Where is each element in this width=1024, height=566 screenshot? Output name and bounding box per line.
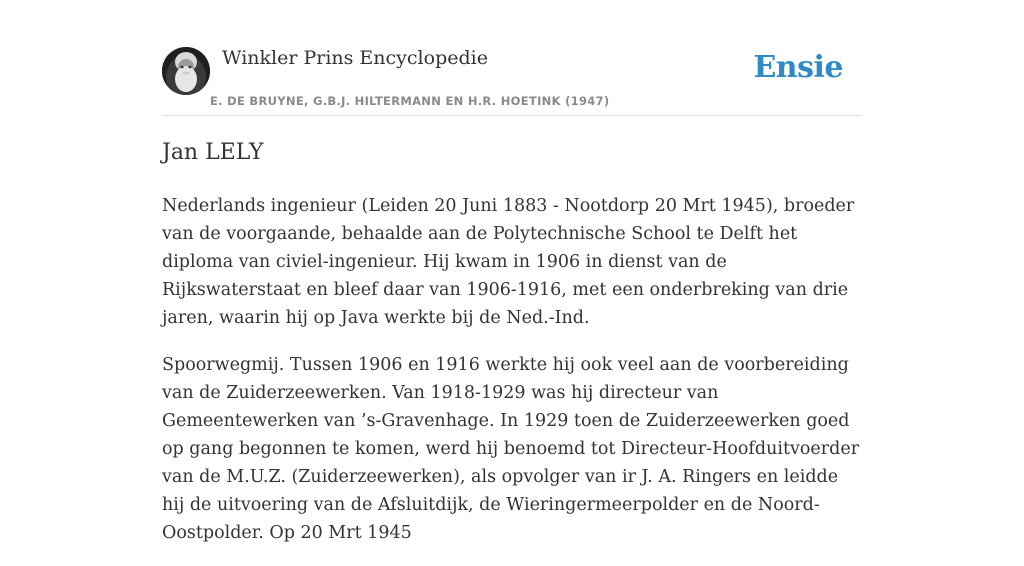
source-title[interactable]: Winkler Prins Encyclopedie [222,47,488,69]
bearded-man-portrait-icon[interactable] [162,47,210,95]
article-paragraph: Spoorwegmij. Tussen 1906 en 1916 werkte hij ook veel aan de voorbereiding van de Zuiderzeewerken. Van 1918-1929 was hij directeur van Gemeentewerken van ’s-Gravenhage. In 1929 toen de Zuiderzeewerken goed op gang begonnen te komen, werd hij benoemd tot Directeur-Hoofduitvoerder van de M.U.Z. (Zuiderzeewerken), als opvolger van ir J. A. Ringers en leidde hij de uitvoering van de Afsluitdijk, de Wieringermeerpolder en de Noord-Oostpolder. Op 20 Mrt 1945 [162,355,860,543]
article-body [162,192,862,566]
source-header [162,44,862,116]
source-authors: E. DE BRUYNE, G.B.J. HILTERMANN EN H.R. HOETINK (1947) [210,94,610,108]
article-title: Jan LELY [162,140,264,165]
article-paragraph: Nederlands ingenieur (Leiden 20 Juni 1883 - Nootdorp 20 Mrt 1945), broeder van de voorgaande, behaalde aan de Polytechnische School te Delft het diploma van civiel-ingenieur. Hij kwam in 1906 in dienst van de Rijkswaterstaat en bleef daar van 1906-1916, met een onderbreking van drie jaren, waarin hij op Java werkte bij de Ned.-Ind. [162,196,855,328]
ensie-logo[interactable]: Ensie [753,50,843,85]
